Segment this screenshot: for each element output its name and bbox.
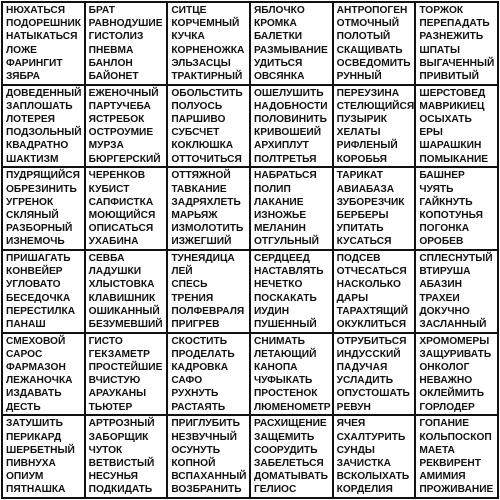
- word-label: РАСТАЯТЬ: [171, 401, 226, 413]
- word-label: КУБИСТ: [88, 183, 130, 195]
- word-label: КУЧКА: [171, 31, 205, 43]
- word-label: ДАРЫ: [336, 292, 369, 304]
- word-label: НАДОБНОСТИ: [253, 100, 328, 112]
- word-label: ОТТОЧИТЬСЯ: [171, 153, 242, 165]
- grid-cell: [334, 251, 417, 334]
- word-label: ШАКТИЗМ: [6, 153, 59, 165]
- word-label: УГЛОВАТО: [6, 279, 61, 291]
- word-label: КОПОТУНЬЯ: [419, 209, 483, 221]
- word-label: ПОГОНКА: [419, 223, 470, 235]
- word-label: РУННЫЙ: [336, 71, 382, 83]
- grid-cell: [251, 416, 334, 499]
- word-label: АРАУКАНЫ: [88, 388, 147, 400]
- word-label: СКЛЯНЫЙ: [6, 209, 59, 221]
- word-label: КАДРОВКА: [171, 362, 229, 374]
- word-label: ПУЗЫРИК: [336, 114, 388, 126]
- word-label: ЯБЛОЧКО: [253, 5, 305, 16]
- word-label: ГЕЛИОС: [253, 484, 297, 496]
- grid-cell: [3, 86, 86, 169]
- grid-cell: [86, 251, 169, 334]
- grid-cell: [168, 86, 251, 169]
- word-label: ШЕРСТОВЕД: [419, 87, 486, 99]
- word-label: ИЗЖЕГШИЙ: [171, 236, 232, 248]
- word-label: НАБРАТЬСЯ: [253, 170, 317, 182]
- grid-cell: [86, 3, 169, 86]
- word-label: ИЗДАВАТЬ: [6, 388, 62, 400]
- word-label: ЗЯБРА: [6, 71, 41, 83]
- word-label: ХРОМОМЕРЫ: [419, 335, 490, 347]
- word-label: ПОЛТРЕТЬЯ: [253, 153, 317, 165]
- grid-cell: [416, 334, 499, 417]
- grid-cell: [86, 334, 169, 417]
- word-label: ПРИШАГАТЬ: [6, 252, 71, 264]
- word-label: ТЬЮТЕР: [88, 401, 133, 413]
- word-label: ГОПАНИЕ: [419, 418, 470, 430]
- word-label: ДОМАТЫВАТЬ: [253, 471, 328, 483]
- word-label: ПАДУЧАЯ: [336, 362, 388, 374]
- word-label: ПРОСТЕНОК: [253, 388, 318, 400]
- word-label: ЗАДРЯХЛЕТЬ: [171, 196, 241, 208]
- grid-cell: [86, 168, 169, 251]
- word-label: КВАДРАТНО: [6, 140, 69, 152]
- word-label: КАНОПА: [253, 362, 298, 374]
- word-label: СМЕХОВОЙ: [6, 335, 66, 347]
- word-label: ОСТРОУМИЕ: [88, 127, 154, 139]
- word-label: ПУДРЯЩИЙСЯ: [6, 170, 80, 182]
- word-label: ЗУБОРЕЗЧИК: [336, 196, 405, 208]
- word-label: БАЛЕТКИ: [253, 31, 303, 43]
- word-label: СУБСЧЕТ: [171, 127, 220, 139]
- word-label: ВОЗБРАНИТЬ: [171, 484, 242, 496]
- grid-cell: [334, 168, 417, 251]
- word-label: ПОДСЕВ: [336, 252, 381, 264]
- word-label: ТРАКТИРНЫЙ: [171, 71, 243, 83]
- word-label: ПАНАШ: [6, 319, 46, 330]
- word-label: УПИТАТЬ: [336, 223, 384, 235]
- word-label: ЗАТУШИТЬ: [6, 418, 63, 430]
- word-label: СКАЩИВАТЬ: [336, 44, 403, 56]
- word-label: АНТРОПОГЕН: [336, 5, 408, 16]
- grid-cell: [86, 416, 169, 499]
- word-label: ЧУТОК: [88, 444, 123, 456]
- word-label: ВСКОЛЫХАТЬ: [336, 471, 410, 483]
- word-label: ЧУФЫКАТЬ: [253, 375, 313, 387]
- word-label: ПРИВИТЫЙ: [419, 71, 479, 83]
- word-label: ПУШЕННЫЙ: [253, 319, 317, 330]
- word-label: ПОСКАКАТЬ: [253, 292, 317, 304]
- word-label: ХЕЛАТЫ: [336, 127, 381, 139]
- word-label: САРОС: [6, 348, 43, 360]
- word-grid: [1, 1, 499, 499]
- word-label: ОНКОЛОГ: [419, 362, 470, 374]
- word-label: ПОМЫКАНИЕ: [419, 153, 489, 165]
- word-label: ОСЫХАТЬ: [419, 114, 472, 126]
- grid-cell: [416, 3, 499, 86]
- word-label: ВЫГАЧЕННЫЙ: [419, 57, 495, 69]
- word-label: ШПАТЫ: [419, 44, 460, 56]
- word-label: ОКЛЕЙМИТЬ: [419, 388, 485, 400]
- grid-cell: [251, 168, 334, 251]
- word-label: КОНВЕЙЕР: [6, 266, 63, 278]
- word-label: ЛЕЙ: [171, 266, 193, 278]
- word-label: ФАРМАЗОН: [6, 362, 66, 374]
- word-label: ТОРЖОК: [419, 5, 464, 16]
- word-label: УГРЕНОК: [6, 196, 54, 208]
- word-label: УДИТЬСЯ: [253, 57, 303, 69]
- word-label: НАСТАВЛЯТЬ: [253, 266, 324, 278]
- word-label: ТРЕНИЯ: [171, 292, 214, 304]
- word-label: ОТТЯЖНОЙ: [171, 170, 231, 182]
- word-label: МОЮЩИЙСЯ: [88, 209, 156, 221]
- word-label: ПРИГЛУБИТЬ: [171, 418, 240, 430]
- grid-cell: [251, 86, 334, 169]
- grid-cell: [3, 334, 86, 417]
- word-label: ГАЙКНУТЬ: [419, 196, 473, 208]
- word-label: ПОЛИП: [253, 183, 291, 195]
- word-label: САФО: [171, 375, 203, 387]
- word-label: МЕЛАНИН: [253, 223, 306, 235]
- grid-cell: [334, 86, 417, 169]
- word-label: ПЕРИКАРД: [6, 431, 62, 443]
- word-label: КЛАВИШНИК: [88, 292, 156, 304]
- word-label: СЕРДЦЕЕД: [253, 252, 310, 264]
- word-label: ОБОЛЬСТИТЬ: [171, 87, 243, 99]
- word-label: УСЛАДИТЬ: [336, 375, 394, 387]
- word-label: ЗАЩЕМИТЬ: [253, 431, 315, 443]
- word-label: ОПУСТОШАТЬ: [336, 388, 410, 400]
- word-label: ЗАЩУРИВАТЬ: [419, 348, 492, 360]
- word-label: ПОЛОТЫЙ: [336, 31, 391, 43]
- grid-cell: [168, 3, 251, 86]
- word-label: ОТЧЕСАТЬСЯ: [336, 266, 407, 278]
- word-label: БЮРГЕРСКИЙ: [88, 153, 161, 165]
- word-label: ПОДОРЕШНИК: [6, 18, 82, 30]
- grid-cell: [3, 416, 86, 499]
- word-label: РИФЛЕНЫЙ: [336, 140, 398, 152]
- word-label: НЕВАЖНО: [419, 375, 473, 387]
- word-label: УХАБИНА: [88, 236, 139, 248]
- grid-cell: [416, 86, 499, 169]
- word-label: ЧУЯТЬ: [419, 183, 454, 195]
- word-label: РЕКВИРЕНТ: [419, 457, 481, 469]
- word-label: ПИВНУХА: [6, 457, 56, 469]
- grid-cell: [416, 168, 499, 251]
- word-label: ЯЧЕЯ: [336, 418, 366, 430]
- word-label: ЛАКАНИЕ: [253, 196, 304, 208]
- word-label: ХЛЫСТОВКА: [88, 279, 155, 291]
- word-label: ОШИКАННЫЙ: [88, 305, 160, 317]
- word-label: ТАРИКАТ: [336, 170, 384, 182]
- word-label: ГИСТОЛИЗ: [88, 31, 144, 43]
- word-label: ДОВЕДЕННЫЙ: [6, 87, 82, 99]
- word-label: ПРОСТЕЙШИЕ: [88, 362, 163, 374]
- word-label: ГОРЛОДЕР: [419, 401, 475, 413]
- word-label: АМИМИЯ: [419, 471, 466, 483]
- word-label: ЗАПЛОШАТЬ: [6, 100, 73, 112]
- word-label: ТУНЕЯДИЦА: [171, 252, 235, 264]
- word-label: СКОСТИТЬ: [171, 335, 228, 347]
- word-label: СПЛЕСНУТЫЙ: [419, 252, 493, 264]
- word-label: СООРУДИТЬ: [253, 444, 318, 456]
- grid-cell: [251, 3, 334, 86]
- word-label: ЕЖЕНОЧНЫЙ: [88, 87, 159, 99]
- grid-cell: [334, 3, 417, 86]
- grid-cell: [168, 251, 251, 334]
- word-label: ВСПАХАННЫЙ: [171, 471, 247, 483]
- word-label: РАЗБОРНЫЙ: [6, 223, 73, 235]
- word-label: АРХИПЛУТ: [253, 140, 309, 152]
- word-label: ПОЛУОСЬ: [171, 100, 223, 112]
- word-label: КОКЛЮШКА: [171, 140, 234, 152]
- word-label: ОКУКЛИТЬСЯ: [336, 319, 407, 330]
- word-label: КОРЧЕМНЫЙ: [171, 18, 240, 30]
- word-label: ЗАБЕЛЕТЬСЯ: [253, 457, 324, 469]
- word-label: ТРАХЕИ: [419, 292, 460, 304]
- word-label: РАВНОДУШИЕ: [88, 18, 163, 30]
- word-label: ПОЛОВИНИТЬ: [253, 114, 327, 126]
- word-label: ОПИСАТЬСЯ: [88, 223, 154, 235]
- word-label: СЕВБА: [88, 252, 125, 264]
- word-label: ШАРАШКИН: [419, 140, 482, 152]
- word-label: ГЕКЗАМЕТР: [88, 348, 150, 360]
- word-label: ОСВЕДОМИТЬ: [336, 57, 411, 69]
- word-label: БАШНЕР: [419, 170, 465, 182]
- word-label: ПАРТУЧЕБА: [88, 100, 151, 112]
- word-label: ЧЕРЕНКОВ: [88, 170, 146, 182]
- word-label: ДЕСТЬ: [6, 401, 41, 413]
- word-label: КОРДЕЛИЯ: [336, 484, 393, 496]
- grid-cell: [251, 334, 334, 417]
- word-label: ДОКУЧНО: [419, 305, 470, 317]
- word-label: ПЕРЕПАДАТЬ: [419, 18, 490, 30]
- word-label: ВЧИСТУЮ: [88, 375, 141, 387]
- word-label: ЕРЫ: [419, 127, 443, 139]
- word-label: САПФИСТКА: [88, 196, 154, 208]
- word-label: ПОЛФЕВРАЛЯ: [171, 305, 245, 317]
- word-label: НЮХАТЬСЯ: [6, 5, 66, 16]
- word-label: АВИАБАЗА: [336, 183, 395, 195]
- word-label: ОСУНУТЬ: [171, 444, 221, 456]
- word-label: ИУДИН: [253, 305, 290, 317]
- word-label: ГИСТО: [88, 335, 123, 347]
- word-label: ОШЕЛУШИТЬ: [253, 87, 324, 99]
- grid-cell: [3, 168, 86, 251]
- grid-cell: [3, 251, 86, 334]
- word-label: ИЗМОЛОТИТЬ: [171, 223, 244, 235]
- word-label: РАЗМЫВАНИЕ: [253, 44, 328, 56]
- word-label: РАСХИЩЕНИЕ: [253, 418, 327, 430]
- word-label: ИЗНОЖЬЕ: [253, 209, 307, 221]
- word-label: ОТМОЧНЫЙ: [336, 18, 400, 30]
- word-label: БАНЛОН: [88, 57, 133, 69]
- word-label: НАТЫКАТЬСЯ: [6, 31, 78, 43]
- word-label: ЗАЧИСТКА: [336, 457, 391, 469]
- word-label: АБАЗИН: [419, 279, 463, 291]
- grid-cell: [416, 251, 499, 334]
- word-label: ШЕРБЕТНЫЙ: [6, 444, 75, 456]
- word-label: БЕЗУМЕВШИЙ: [88, 319, 163, 330]
- grid-cell: [251, 251, 334, 334]
- word-label: РАЗНЕЖИТЬ: [419, 31, 484, 43]
- word-label: ОПИУМ: [6, 471, 44, 483]
- grid-cell: [334, 334, 417, 417]
- word-label: ИЗНЕМОЧЬ: [6, 236, 65, 248]
- word-label: КОЛЬПОСКОП: [419, 431, 492, 443]
- word-label: РУХНУТЬ: [171, 388, 219, 400]
- word-label: БАЙОНЕТ: [88, 71, 139, 83]
- word-label: ИНДУССКИЙ: [336, 348, 401, 360]
- word-label: ПОДКИДАТЬ: [88, 484, 153, 496]
- word-label: МУРЗА: [88, 140, 124, 152]
- word-label: КРОМКА: [253, 18, 297, 30]
- word-label: ПОДЗОЛЬНЫЙ: [6, 127, 82, 139]
- word-label: ПРИГРЕВ: [171, 319, 220, 330]
- word-label: ПЕРЕУЗИНА: [336, 87, 400, 99]
- word-label: ПАРШИВО: [171, 114, 226, 126]
- grid-cell: [3, 3, 86, 86]
- word-label: СХАЛТУРИТЬ: [336, 431, 406, 443]
- word-label: ОРОБЕВ: [419, 236, 464, 248]
- word-label: ФАРИНГИТ: [6, 57, 63, 69]
- word-label: МАВРИКИЕЦ: [419, 100, 485, 112]
- grid-cell: [168, 168, 251, 251]
- word-label: КОРНЕНОЖКА: [171, 44, 245, 56]
- word-label: ПРОДЕЛАТЬ: [171, 348, 235, 360]
- word-label: ОВСЯНКА: [253, 71, 305, 83]
- word-label: ОТГУЛЬНЫЙ: [253, 236, 319, 248]
- word-label: ЛЕТАЮЩИЙ: [253, 348, 317, 360]
- word-label: ЭЛЬЗАСЦЫ: [171, 57, 231, 69]
- word-label: МАЕТА: [419, 444, 455, 456]
- grid-cell: [416, 416, 499, 499]
- word-label: ПЕРЕСТИЛКА: [6, 305, 76, 317]
- word-label: ВТИРУША: [419, 266, 471, 278]
- word-label: ПНЕВМА: [88, 44, 134, 56]
- grid-cell: [334, 416, 417, 499]
- word-label: СНИМАТЬ: [253, 335, 305, 347]
- word-label: СИТЦЕ: [171, 5, 207, 16]
- word-label: НЕЧЕТКО: [253, 279, 303, 291]
- word-label: НЕЗВУЧНЫЙ: [171, 431, 237, 443]
- grid-cell: [86, 86, 169, 169]
- word-label: НЕСУНЬЯ: [88, 471, 138, 483]
- word-label: ВЕТВИСТЫЙ: [88, 457, 155, 469]
- word-label: КОПНОЙ: [171, 457, 216, 469]
- word-label: МАРЬЯЖ: [171, 209, 218, 221]
- word-label: ЛЕЖАНОЧКА: [6, 375, 73, 387]
- word-label: КОРОБЬЯ: [336, 153, 387, 165]
- word-label: СТЕЛЮЩИЙСЯ: [336, 100, 415, 112]
- word-label: БЕРБЕРЫ: [336, 209, 389, 221]
- word-label: СПЕСЬ: [171, 279, 208, 291]
- word-label: ОТРУБИТЬСЯ: [336, 335, 407, 347]
- word-label: ЗАСЛАННЫЙ: [419, 319, 487, 330]
- word-label: СУНДЫ: [336, 444, 375, 456]
- word-label: ТАРАХТЯЩИЙ: [336, 305, 409, 317]
- word-label: ЗАБОРЩИК: [88, 431, 149, 443]
- word-label: ТАВКАНИЕ: [171, 183, 227, 195]
- word-label: ЛОЖЕ: [6, 44, 37, 56]
- grid-cell: [168, 334, 251, 417]
- word-label: КУСАТЬСЯ: [336, 236, 392, 248]
- word-label: БЕСЕДОЧКА: [6, 292, 71, 304]
- grid-cell: [168, 416, 251, 499]
- word-label: РЕВУН: [336, 401, 371, 413]
- word-label: ЛЮМЕНОМЕТР: [253, 401, 331, 413]
- word-label: ЛОТЕРЕЯ: [6, 114, 56, 126]
- word-label: ПЯТНАШКА: [6, 484, 66, 496]
- word-label: ЛАДУШКИ: [88, 266, 142, 278]
- word-label: ЯСТРЕБОК: [88, 114, 145, 126]
- word-label: ПРОЖИВАНИЕ: [419, 484, 494, 496]
- word-label: БРАТ: [88, 5, 115, 16]
- word-label: ОБРЕЗИНИТЬ: [6, 183, 77, 195]
- word-label: АРТРОЗНЫЙ: [88, 418, 155, 430]
- word-label: НАСКОЛЬКО: [336, 279, 401, 291]
- word-label: КРИВОШЕИЙ: [253, 127, 322, 139]
